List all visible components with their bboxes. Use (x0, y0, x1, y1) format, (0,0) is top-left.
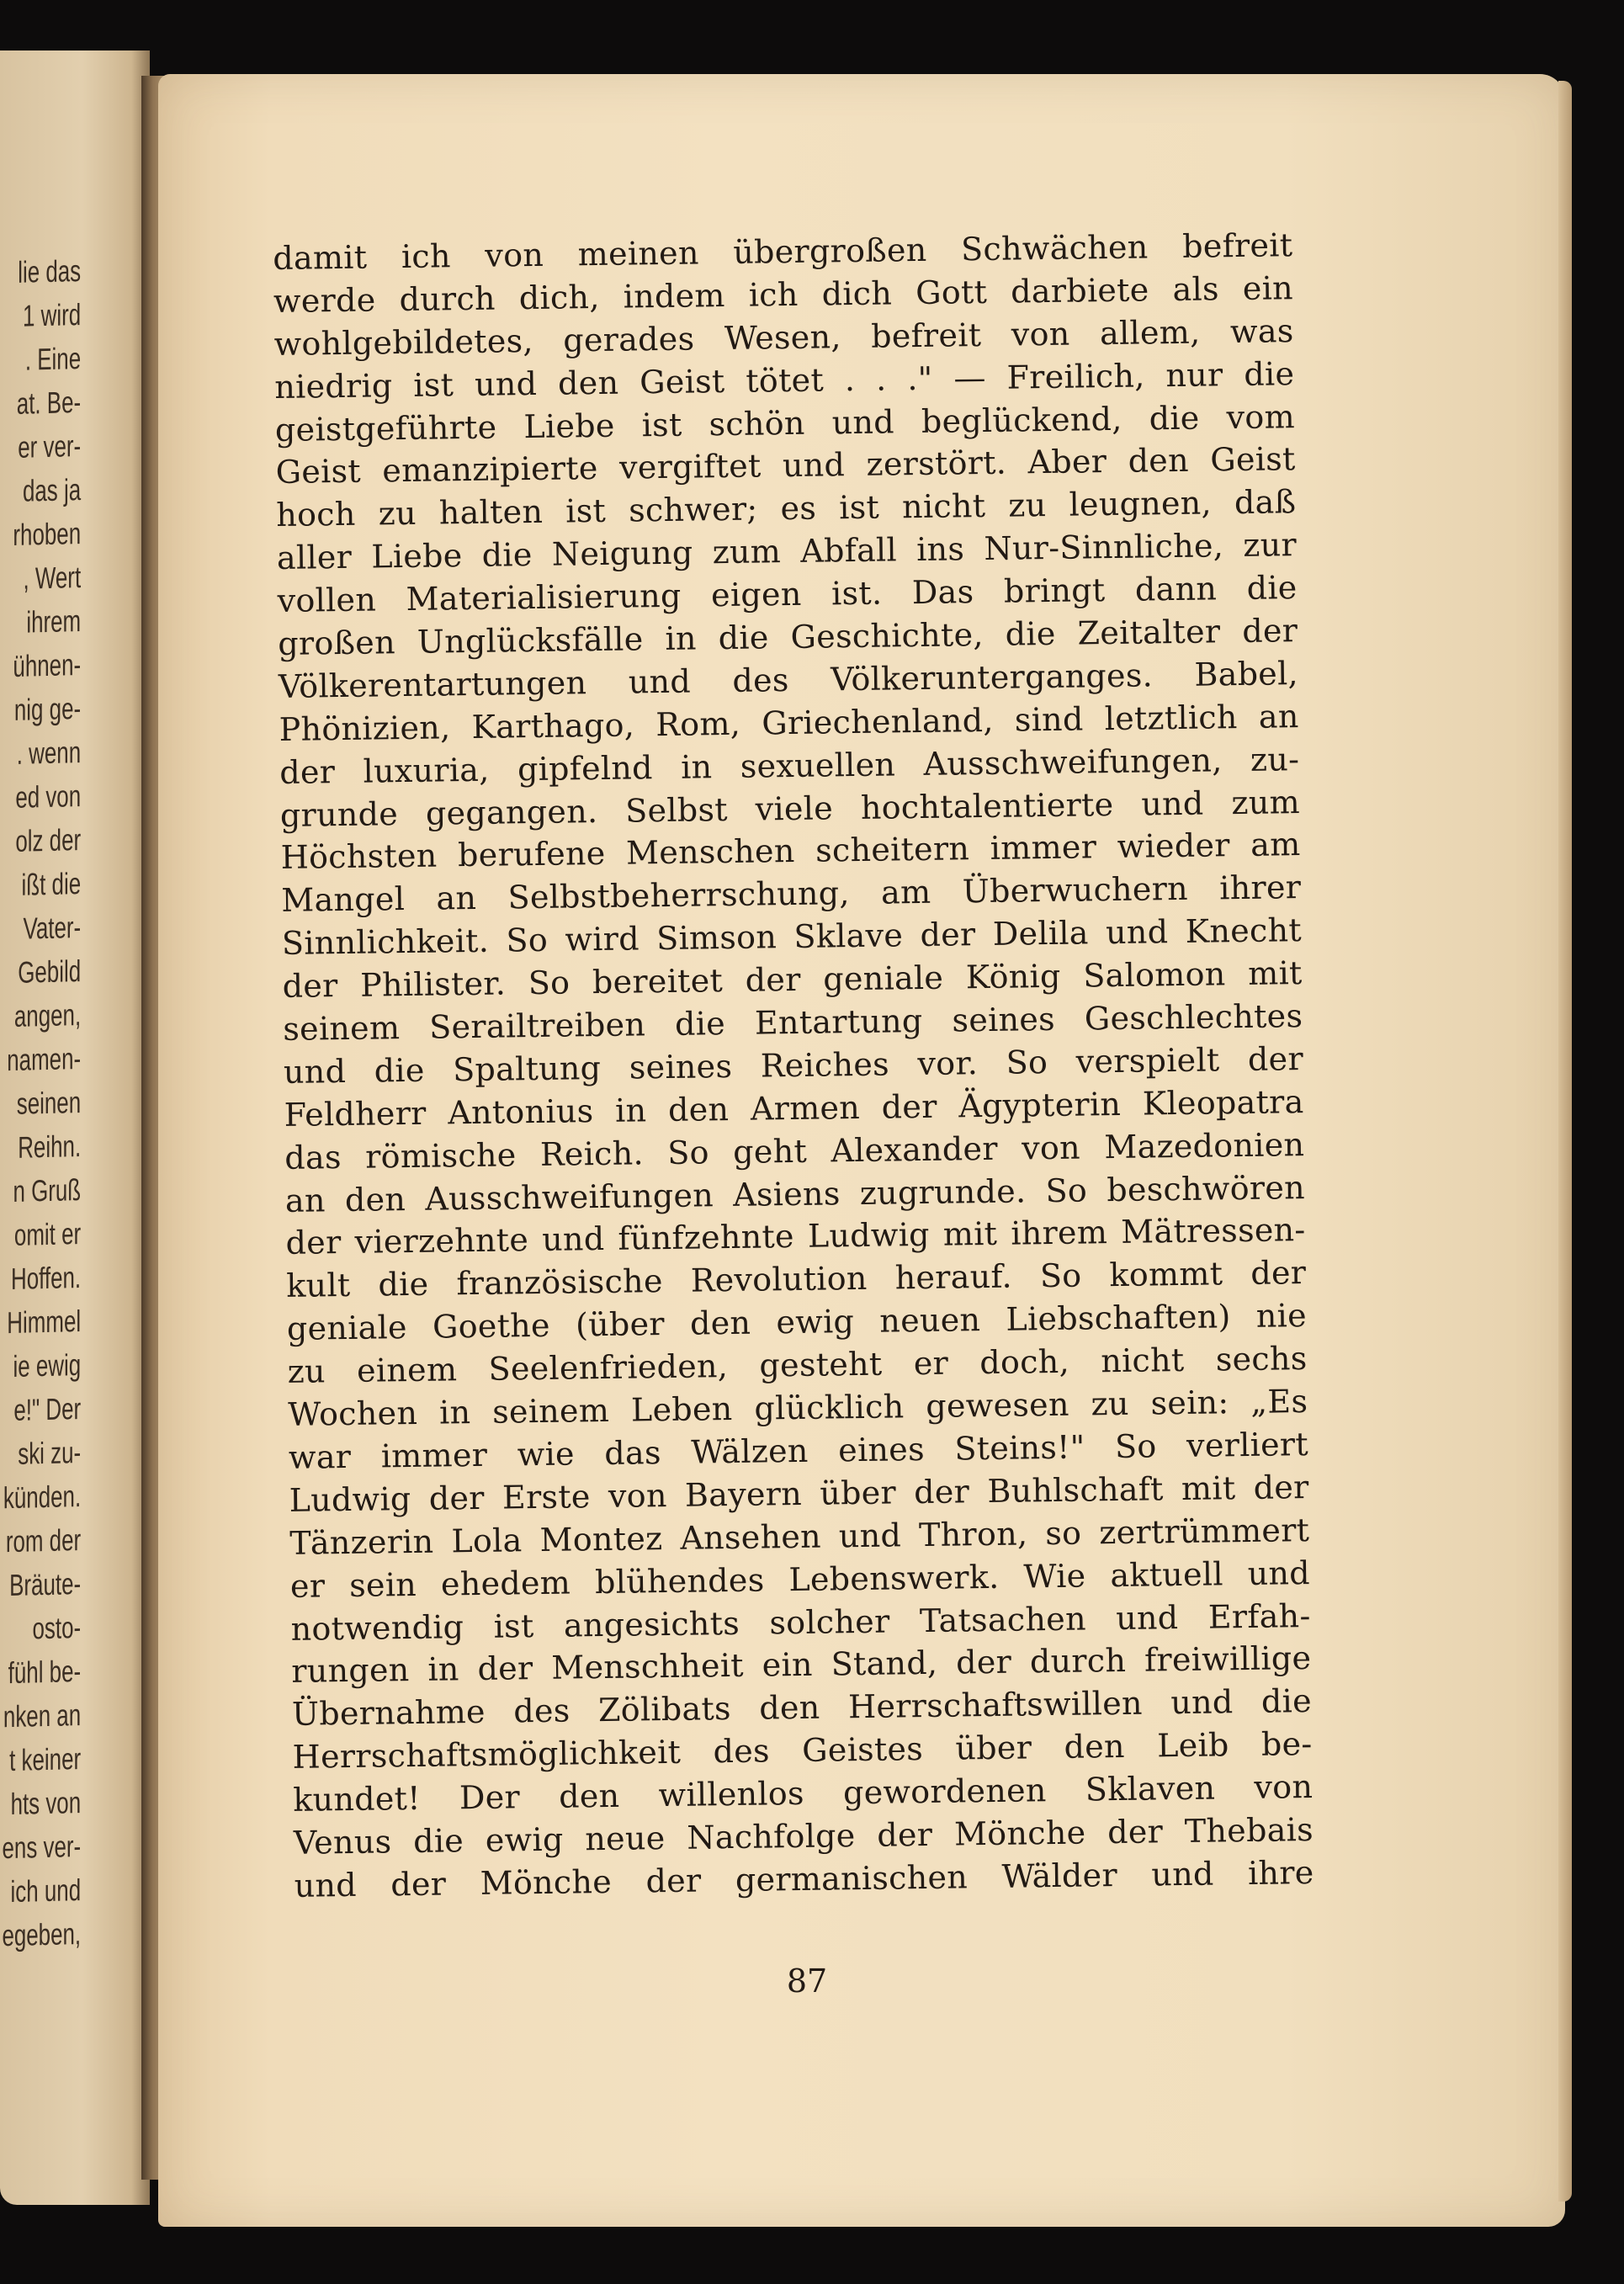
text-line: Höchsten berufene Menschen scheitern immer wieder am (280, 826, 1301, 877)
text-line: an den Ausschweifungen Asiens zugrunde. So beschwören (284, 1168, 1306, 1219)
text-line: Geist emanzipierte vergiftet und zerstört. Aber den Geist (275, 440, 1296, 491)
text-line: damit ich von meinen übergroßen Schwächen befreit (273, 226, 1293, 277)
text-line: aller Liebe die Neigung zum Abfall ins Nur-Sinnliche, zur (276, 526, 1298, 577)
text-line: Ludwig der Erste von Bayern über der Buhlschaft mit der (289, 1468, 1309, 1519)
left-line: ihrem (26, 603, 81, 640)
left-line: ed von (15, 778, 81, 815)
text-line: Sinnlichkeit. So wird Simson Sklave der Delila und Knecht (281, 911, 1303, 963)
left-line: osto- (32, 1610, 81, 1646)
left-line: lie das (18, 253, 81, 289)
text-line: kundet! Der den willenlos gewordenen Sklaven von (293, 1768, 1314, 1819)
left-line: egeben, (2, 1916, 82, 1953)
left-line: Gebild (18, 953, 81, 990)
text-line: und der Mönche der germanischen Wälder und ihre (294, 1853, 1314, 1904)
text-line: großen Unglücksfälle in die Geschichte, die Zeitalter der (278, 612, 1298, 662)
text-line: war immer wie das Wälzen eines Steins!" So verliert (288, 1425, 1309, 1476)
left-line: ißt die (21, 866, 81, 902)
left-line: ich und (10, 1872, 81, 1910)
text-line: geniale Goethe (über den ewig neuen Liebschaften) nie (286, 1297, 1308, 1348)
left-line: ski zu- (18, 1435, 81, 1471)
text-line: das römische Reich. So geht Alexander von Mazedonien (284, 1125, 1305, 1177)
text-line: rungen in der Menschheit ein Stand, der durch freiwillige (291, 1639, 1312, 1691)
left-page-text (2, 249, 81, 1957)
text-line: Tänzerin Lola Montez Ansehen und Thron, so zertrümmert (289, 1511, 1310, 1562)
text-line: zu einem Seelenfrieden, gesteht er doch, nicht sechs (287, 1340, 1308, 1391)
text-line: Venus die ewig neue Nachfolge der Mönche der Thebais (293, 1810, 1314, 1862)
left-line: fühl be- (8, 1654, 81, 1691)
text-line: seinem Serailtreiben die Entartung seines Geschlechtes (283, 997, 1303, 1048)
left-line: das ja (22, 472, 82, 508)
text-line: Mangel an Selbstbeherrschung, am Überwuchern ihrer (281, 868, 1302, 920)
left-line: , Wert (23, 560, 82, 596)
body-text (273, 224, 1314, 1907)
text-line: Phönizien, Karthago, Rom, Griechenland, sind letztlich an (279, 697, 1299, 748)
left-line: . wenn (16, 735, 81, 771)
text-line: Wochen in seinem Leben glücklich gewesen zu sein: „Es (288, 1383, 1308, 1433)
text-line: Völkerentartungen und des Völkerunterganges. Babel, (278, 654, 1299, 705)
text-line: geistgeführte Liebe ist schön und beglückend, die vom (274, 397, 1296, 449)
text-line: grunde gegangen. Selbst viele hochtalentierte und zum (279, 783, 1301, 834)
text-line: hoch zu halten ist schwer; es ist nicht zu leugnen, daß (276, 483, 1297, 534)
left-line: nig ge- (13, 691, 82, 727)
text-line: er sein ehedem blühendes Lebenswerk. Wie aktuell und (289, 1554, 1311, 1605)
left-line: Himmel (7, 1304, 81, 1341)
left-line: nken an (3, 1697, 82, 1734)
left-line: ühnen- (13, 647, 81, 683)
left-line: olz der (15, 822, 81, 858)
left-line: n Gruß (13, 1172, 82, 1208)
text-line: wohlgebildetes, gerades Wesen, befreit von allem, was (273, 311, 1294, 363)
left-line: . Eine (24, 341, 82, 377)
left-line: rom der (5, 1522, 82, 1559)
text-line: der luxuria, gipfelnd in sexuellen Ausschweifungen, zu- (279, 740, 1300, 791)
left-line: Vater- (23, 910, 81, 946)
text-line: Übernahme des Zölibats den Herrschaftswillen und die (291, 1682, 1313, 1734)
left-facing-page (0, 50, 150, 2205)
left-line: rhoben (13, 516, 81, 552)
text-line: notwendig ist angesichts solcher Tatsachen und Erfah- (290, 1596, 1311, 1648)
left-line: er ver- (18, 428, 81, 465)
left-line: at. Be- (16, 385, 82, 421)
left-line: angen, (13, 997, 82, 1033)
left-line: Bräute- (8, 1566, 82, 1603)
left-line: namen- (7, 1041, 81, 1078)
left-line: hts von (10, 1785, 82, 1822)
left-line: 1 wird (22, 297, 81, 333)
left-line: seinen (16, 1085, 82, 1121)
text-line: kult die französische Revolution herauf. So kommt der (286, 1254, 1307, 1305)
left-line: ens ver- (2, 1829, 81, 1866)
left-line: Reihn. (18, 1129, 81, 1165)
left-line: Hoffen. (10, 1260, 81, 1297)
left-line: künden. (3, 1479, 82, 1516)
text-line: Feldherr Antonius in den Armen der Ägypterin Kleopatra (284, 1082, 1304, 1134)
text-line: werde durch dich, indem ich dich Gott darbiete als ein (273, 269, 1294, 320)
left-line: e!" Der (13, 1391, 81, 1427)
text-line: Herrschaftsmöglichkeit des Geistes über den Leib be- (292, 1725, 1313, 1777)
page-number: 87 (786, 1963, 828, 2000)
left-line: omit er (13, 1216, 81, 1252)
left-line: t keiner (8, 1741, 82, 1778)
text-line: und die Spaltung seines Reiches vor. So verspielt der (283, 1039, 1304, 1091)
text-line: der Philister. So bereitet der geniale König Salomon mit (282, 954, 1303, 1006)
page-edge (1558, 81, 1572, 2202)
text-line: der vierzehnte und fünfzehnte Ludwig mit ihrem Mätressen- (285, 1211, 1306, 1262)
left-line: ie ewig (13, 1347, 82, 1384)
text-line: vollen Materialisierung eigen ist. Das bringt dann die (277, 569, 1298, 620)
text-line: niedrig ist und den Geist tötet . . ." — Freilich, nur die (274, 354, 1295, 406)
